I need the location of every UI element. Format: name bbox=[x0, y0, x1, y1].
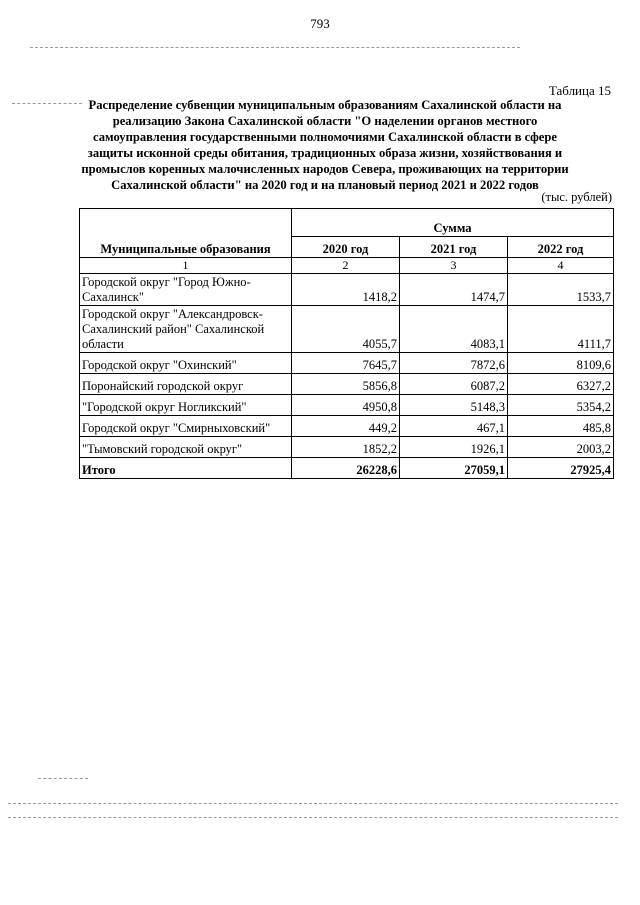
value-2020: 1418,2 bbox=[292, 274, 400, 306]
value-2022: 1533,7 bbox=[508, 274, 614, 306]
total-2020: 26228,6 bbox=[292, 458, 400, 479]
table-row bbox=[80, 395, 614, 416]
column-number: 2 bbox=[292, 258, 400, 274]
scan-artifact-line bbox=[8, 817, 618, 819]
total-label: Итого bbox=[80, 458, 292, 479]
column-number: 1 bbox=[80, 258, 292, 274]
value-2021: 6087,2 bbox=[400, 374, 508, 395]
subvention-table bbox=[79, 208, 614, 479]
header-municipality: Муниципальные образования bbox=[80, 209, 292, 258]
municipality-name: Городской округ "Город Южно-Сахалинск" bbox=[80, 274, 292, 306]
header-year-2022: 2022 год bbox=[508, 237, 614, 258]
column-number: 4 bbox=[508, 258, 614, 274]
value-2021: 1474,7 bbox=[400, 274, 508, 306]
municipality-name: Поронайский городской округ bbox=[80, 374, 292, 395]
value-2020: 4055,7 bbox=[292, 306, 400, 353]
value-2021: 5148,3 bbox=[400, 395, 508, 416]
value-2020: 1852,2 bbox=[292, 437, 400, 458]
document-title: Распределение субвенции муниципальным образованиям Сахалинской области на реализацию Закона Сахалинской области "О наделении органов местного самоуправления государственными полномочиями Сахалинской области в сфере защиты исконной среды обитания, традиционных образа жизни, хозяйствования и промыслов коренных малочисленных народов Севера, проживающих на территории Сахалинской области" на 2020 год и на плановый период 2021 и 2022 годов bbox=[81, 98, 569, 192]
value-2020: 5856,8 bbox=[292, 374, 400, 395]
page-number: 793 bbox=[310, 16, 330, 31]
total-2022: 27925,4 bbox=[508, 458, 614, 479]
value-2022: 4111,7 bbox=[508, 306, 614, 353]
municipality-name: Городской округ "Охинский" bbox=[80, 353, 292, 374]
table-header-row bbox=[80, 209, 614, 237]
table-row bbox=[80, 306, 614, 353]
value-2021: 1926,1 bbox=[400, 437, 508, 458]
table-row bbox=[80, 374, 614, 395]
value-2021: 7872,6 bbox=[400, 353, 508, 374]
municipality-name: Городской округ "Смирныховский" bbox=[80, 416, 292, 437]
header-sum: Сумма bbox=[292, 209, 614, 237]
value-2020: 449,2 bbox=[292, 416, 400, 437]
value-2022: 5354,2 bbox=[508, 395, 614, 416]
table-row bbox=[80, 416, 614, 437]
column-number: 3 bbox=[400, 258, 508, 274]
table-row bbox=[80, 437, 614, 458]
header-year-2021: 2021 год bbox=[400, 237, 508, 258]
scan-artifact-line bbox=[30, 47, 520, 49]
value-2022: 8109,6 bbox=[508, 353, 614, 374]
municipality-name: "Тымовский городской округ" bbox=[80, 437, 292, 458]
total-2021: 27059,1 bbox=[400, 458, 508, 479]
value-2020: 7645,7 bbox=[292, 353, 400, 374]
value-2021: 4083,1 bbox=[400, 306, 508, 353]
table-caption: Таблица 15 bbox=[548, 83, 611, 98]
value-2022: 485,8 bbox=[508, 416, 614, 437]
value-2022: 2003,2 bbox=[508, 437, 614, 458]
value-2020: 4950,8 bbox=[292, 395, 400, 416]
value-2022: 6327,2 bbox=[508, 374, 614, 395]
units-label: (тыс. рублей) bbox=[541, 190, 612, 204]
table-row bbox=[80, 353, 614, 374]
municipality-name: Городской округ "Александровск-Сахалинский район" Сахалинской области bbox=[80, 306, 292, 353]
scan-artifact-line bbox=[38, 778, 88, 780]
scan-artifact-line bbox=[8, 803, 618, 805]
table-row bbox=[80, 274, 614, 306]
value-2021: 467,1 bbox=[400, 416, 508, 437]
total-row bbox=[80, 458, 614, 479]
municipality-name: "Городской округ Ногликский" bbox=[80, 395, 292, 416]
column-number-row bbox=[80, 258, 614, 274]
header-year-2020: 2020 год bbox=[292, 237, 400, 258]
